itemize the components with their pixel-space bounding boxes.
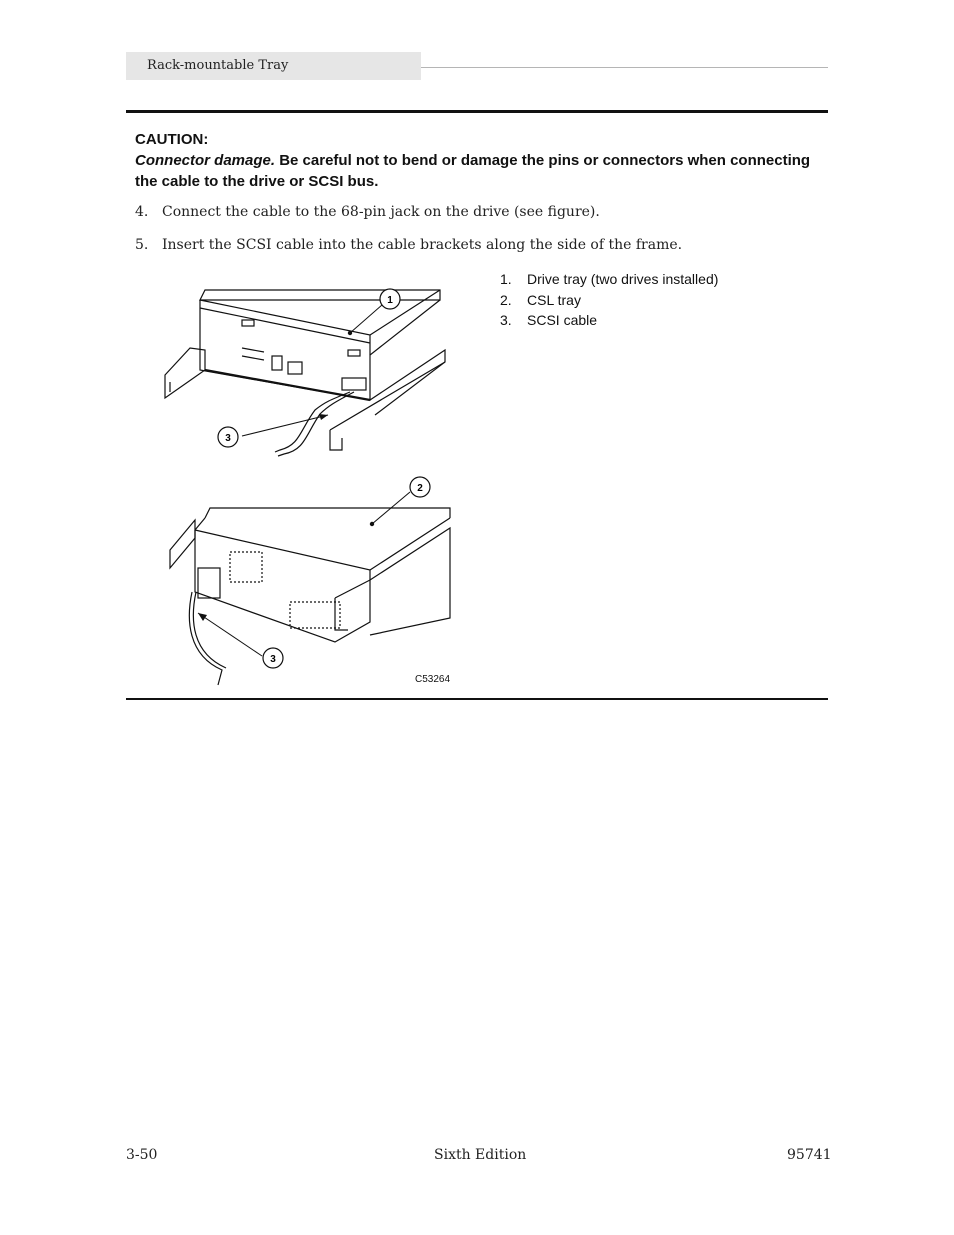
caution-lead: Connector damage. — [135, 152, 276, 169]
svg-text:2: 2 — [417, 483, 423, 494]
page-number: 3-50 — [126, 1147, 158, 1163]
legend-item: 2. CSL tray — [500, 291, 581, 308]
legend-item: 3. SCSI cable — [500, 312, 598, 328]
caution-title: CAUTION: — [135, 131, 209, 148]
section-title: Rack-mountable Tray — [147, 58, 289, 73]
svg-text:3: 3 — [225, 433, 231, 444]
callout-1 — [380, 289, 400, 309]
step-4 — [135, 204, 600, 220]
step-text: Insert the SCSI cable into the cable brackets along the side of the frame. — [162, 237, 683, 253]
caution-block — [135, 129, 825, 192]
step-text: Connect the cable to the 68-pin jack on the drive (see figure). — [162, 204, 600, 220]
top-rule — [126, 110, 828, 113]
legend-item: 1. Drive tray (two drives installed) — [500, 271, 719, 287]
section-header-tab — [126, 52, 421, 80]
bottom-rule — [126, 698, 828, 700]
step-5 — [135, 237, 682, 253]
edition-label: Sixth Edition — [434, 1147, 527, 1163]
callout-leaders — [198, 305, 410, 656]
drive-tray-illustration — [165, 290, 445, 456]
callout-2 — [410, 477, 430, 497]
svg-text:1: 1 — [387, 295, 393, 306]
figure-legend — [500, 269, 718, 331]
document-number: 95741 — [787, 1147, 832, 1163]
step-number: 5. — [135, 237, 149, 253]
caution-text: Be careful not to bend or damage the pins or connectors when connecting the cable to the drive or SCSI bus. — [135, 152, 811, 190]
csl-tray-illustration — [170, 508, 450, 685]
installation-figure — [160, 280, 460, 690]
header-rule — [421, 67, 828, 68]
callout-3-top — [218, 427, 238, 447]
figure-code: C53264 — [415, 674, 451, 685]
svg-text:3: 3 — [270, 654, 276, 665]
step-number: 4. — [135, 204, 149, 220]
callout-3-bottom — [263, 648, 283, 668]
